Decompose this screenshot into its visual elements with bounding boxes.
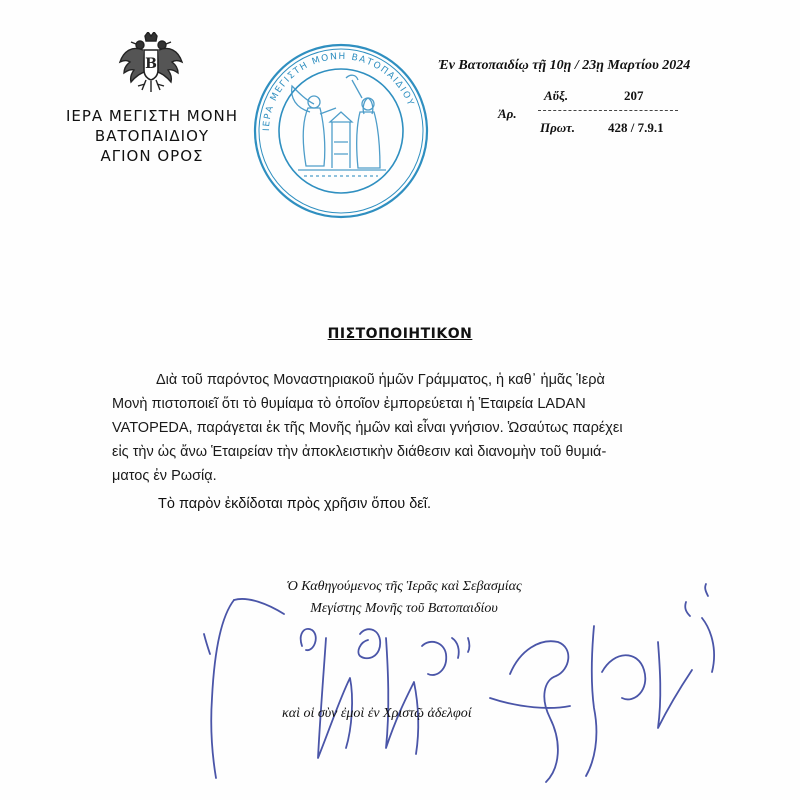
document-title-text: ΠΙΣΤΟΠΟΙΗΤΙΚΟΝ <box>327 326 473 342</box>
letterhead-line-2: ΒΑΤΟΠΑΙΔΙΟΥ <box>94 127 210 145</box>
document-date: Ἐν Βατοπαιδίῳ τῇ 10ῃ / 23ῃ Μαρτίου 2024 <box>438 58 691 73</box>
ar-label: Ἀρ. <box>498 106 517 121</box>
svg-text:Β: Β <box>145 56 157 72</box>
handwritten-signature <box>190 578 750 788</box>
monastery-seal <box>252 42 430 220</box>
certificate-body <box>112 368 692 488</box>
abbot-line-1: Ὁ Καθηγούμενος τῆς Ἱερᾶς καὶ Σεβασμίας <box>286 579 522 594</box>
seal-lettering: ΙΕΡΑ ΜΕΓΙΣΤΗ ΜΟΝΗ ΒΑΤΟΠΑΙΔΙΟΥ <box>261 51 416 132</box>
aux-value: 207 <box>624 88 644 103</box>
closing-sentence: Τὸ παρὸν ἐκδίδοται πρὸς χρῆσιν ὅπου δεῖ. <box>158 496 432 512</box>
body-line-4: εἰς τὴν ὡς ἄνω Ἑταιρείαν τὴν ἀποκλειστικὴν διάθεσιν καὶ διανομὴν τοῦ θυμιά- <box>112 444 607 460</box>
body-line-2: Μονὴ πιστοποιεῖ ὅτι τὸ θυμίαμα τὸ ὁποῖον ἐμπορεύεται ἡ Ἑταιρεία LADAN <box>112 396 586 412</box>
prot-value: 428 / 7.9.1 <box>608 120 664 135</box>
letterhead-line-3: ΑΓΙΟΝ ΟΡΟΣ <box>100 147 204 165</box>
aux-label: Αὔξ. <box>544 88 569 103</box>
brothers-line: καὶ οἱ σὺν ἐμοὶ ἐν Χριστῷ ἀδελφοί <box>282 706 472 721</box>
body-line-5: ματος ἐν Ρωσίᾳ. <box>112 468 217 484</box>
body-line-3: VATOPEDA, παράγεται ἐκ τῆς Μονῆς ἡμῶν καὶ εἶναι γνήσιον. Ὡσαύτως παρέχει <box>112 420 623 436</box>
abbot-line-2: Μεγίστης Μονῆς τοῦ Βατοπαιδίου <box>310 601 498 616</box>
svg-text:ΙΕΡΑ ΜΕΓΙΣΤΗ ΜΟΝΗ ΒΑΤΟΠΑΙΔΙΟΥ <box>262 52 416 131</box>
body-line-1: Διὰ τοῦ παρόντος Μοναστηριακοῦ ἡμῶν Γράμματος, ἡ καθ᾽ ἡμᾶς Ἱερὰ <box>156 372 605 388</box>
double-headed-eagle-icon <box>118 32 184 96</box>
prot-label: Πρωτ. <box>540 120 576 135</box>
document-title <box>0 326 800 342</box>
letterhead-line-1: ΙΕΡΑ ΜΕΓΙΣΤΗ ΜΟΝΗ <box>65 107 239 125</box>
monastery-letterhead <box>52 106 252 166</box>
reference-numbers <box>498 86 688 136</box>
reference-divider <box>538 110 678 111</box>
